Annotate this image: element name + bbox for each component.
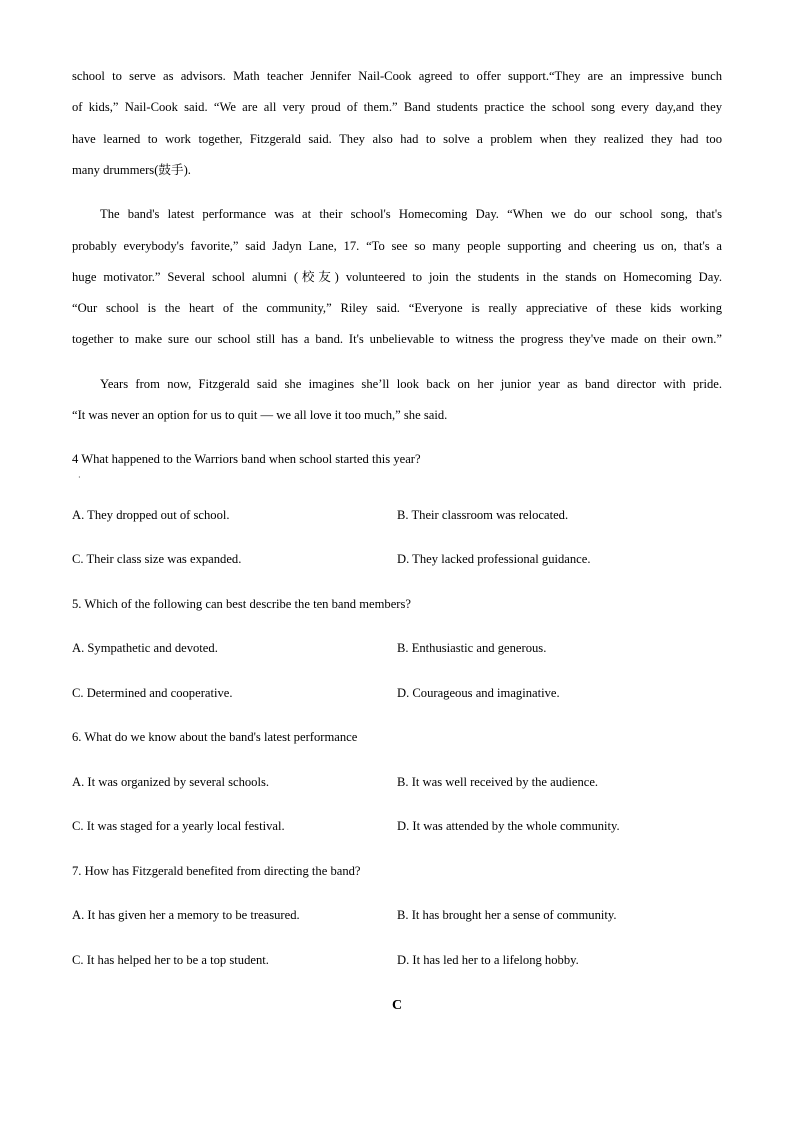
option-b: B. Their classroom was relocated. [397,508,569,522]
option-a: A. It was organized by several schools. [72,775,270,789]
passage-line: of kids,” Nail-Cook said. “We are all very proud of them.” Band students practice the school song every day,and they [72,100,722,114]
section-heading: C [391,998,403,1013]
option-d: D. They lacked professional guidance. [397,552,591,566]
passage-line: Years from now, Fitzgerald said she imagines she’ll look back on her junior year as band director with pride. [100,377,722,391]
passage-line: “It was never an option for us to quit — we all love it too much,” she said. [72,408,448,422]
option-a: A. They dropped out of school. [72,508,230,522]
passage-line: many drummers(鼓手). [72,163,191,177]
passage-line: school to serve as advisors. Math teacher Jennifer Nail-Cook agreed to offer support.“They are an impressive bunch [72,69,722,83]
passage-line: have learned to work together, Fitzgerald said. They also had to solve a problem when they realized they had too [72,132,722,146]
option-d: D. It has led her to a lifelong hobby. [397,953,579,967]
option-b: B. It has brought her a sense of community. [397,908,617,922]
option-d: D. It was attended by the whole community. [397,819,620,833]
question-stem: 7. How has Fitzgerald benefited from directing the band? [72,864,361,878]
question-stem: 6. What do we know about the band's latest performance [72,730,358,744]
question-stem: 5. Which of the following can best describe the ten band members? [72,597,411,611]
stray-mark: · [78,473,81,482]
option-c: C. Determined and cooperative. [72,686,233,700]
option-c: C. It has helped her to be a top student. [72,953,269,967]
passage-line: The band's latest performance was at their school's Homecoming Day. “When we do our school song, that's [100,207,722,221]
passage-line: huge motivator.” Several school alumni (校友) volunteered to join the students in the stands on Homecoming Day. [72,270,722,284]
option-a: A. It has given her a memory to be treasured. [72,908,300,922]
option-a: A. Sympathetic and devoted. [72,641,218,655]
question-stem: 4 What happened to the Warriors band when school started this year? [72,452,421,466]
option-b: B. Enthusiastic and generous. [397,641,547,655]
passage-line: “Our school is the heart of the community,” Riley said. “Everyone is really appreciative of these kids working [72,301,722,315]
option-c: C. It was staged for a yearly local festival. [72,819,285,833]
option-c: C. Their class size was expanded. [72,552,242,566]
option-b: B. It was well received by the audience. [397,775,599,789]
passage-line: probably everybody's favorite,” said Jadyn Lane, 17. “To see so many people supporting and cheering us on, that's a [72,239,722,253]
passage-line: together to make sure our school still has a band. It's unbelievable to witness the progress they've made on their own.” [72,332,722,346]
option-d: D. Courageous and imaginative. [397,686,560,700]
